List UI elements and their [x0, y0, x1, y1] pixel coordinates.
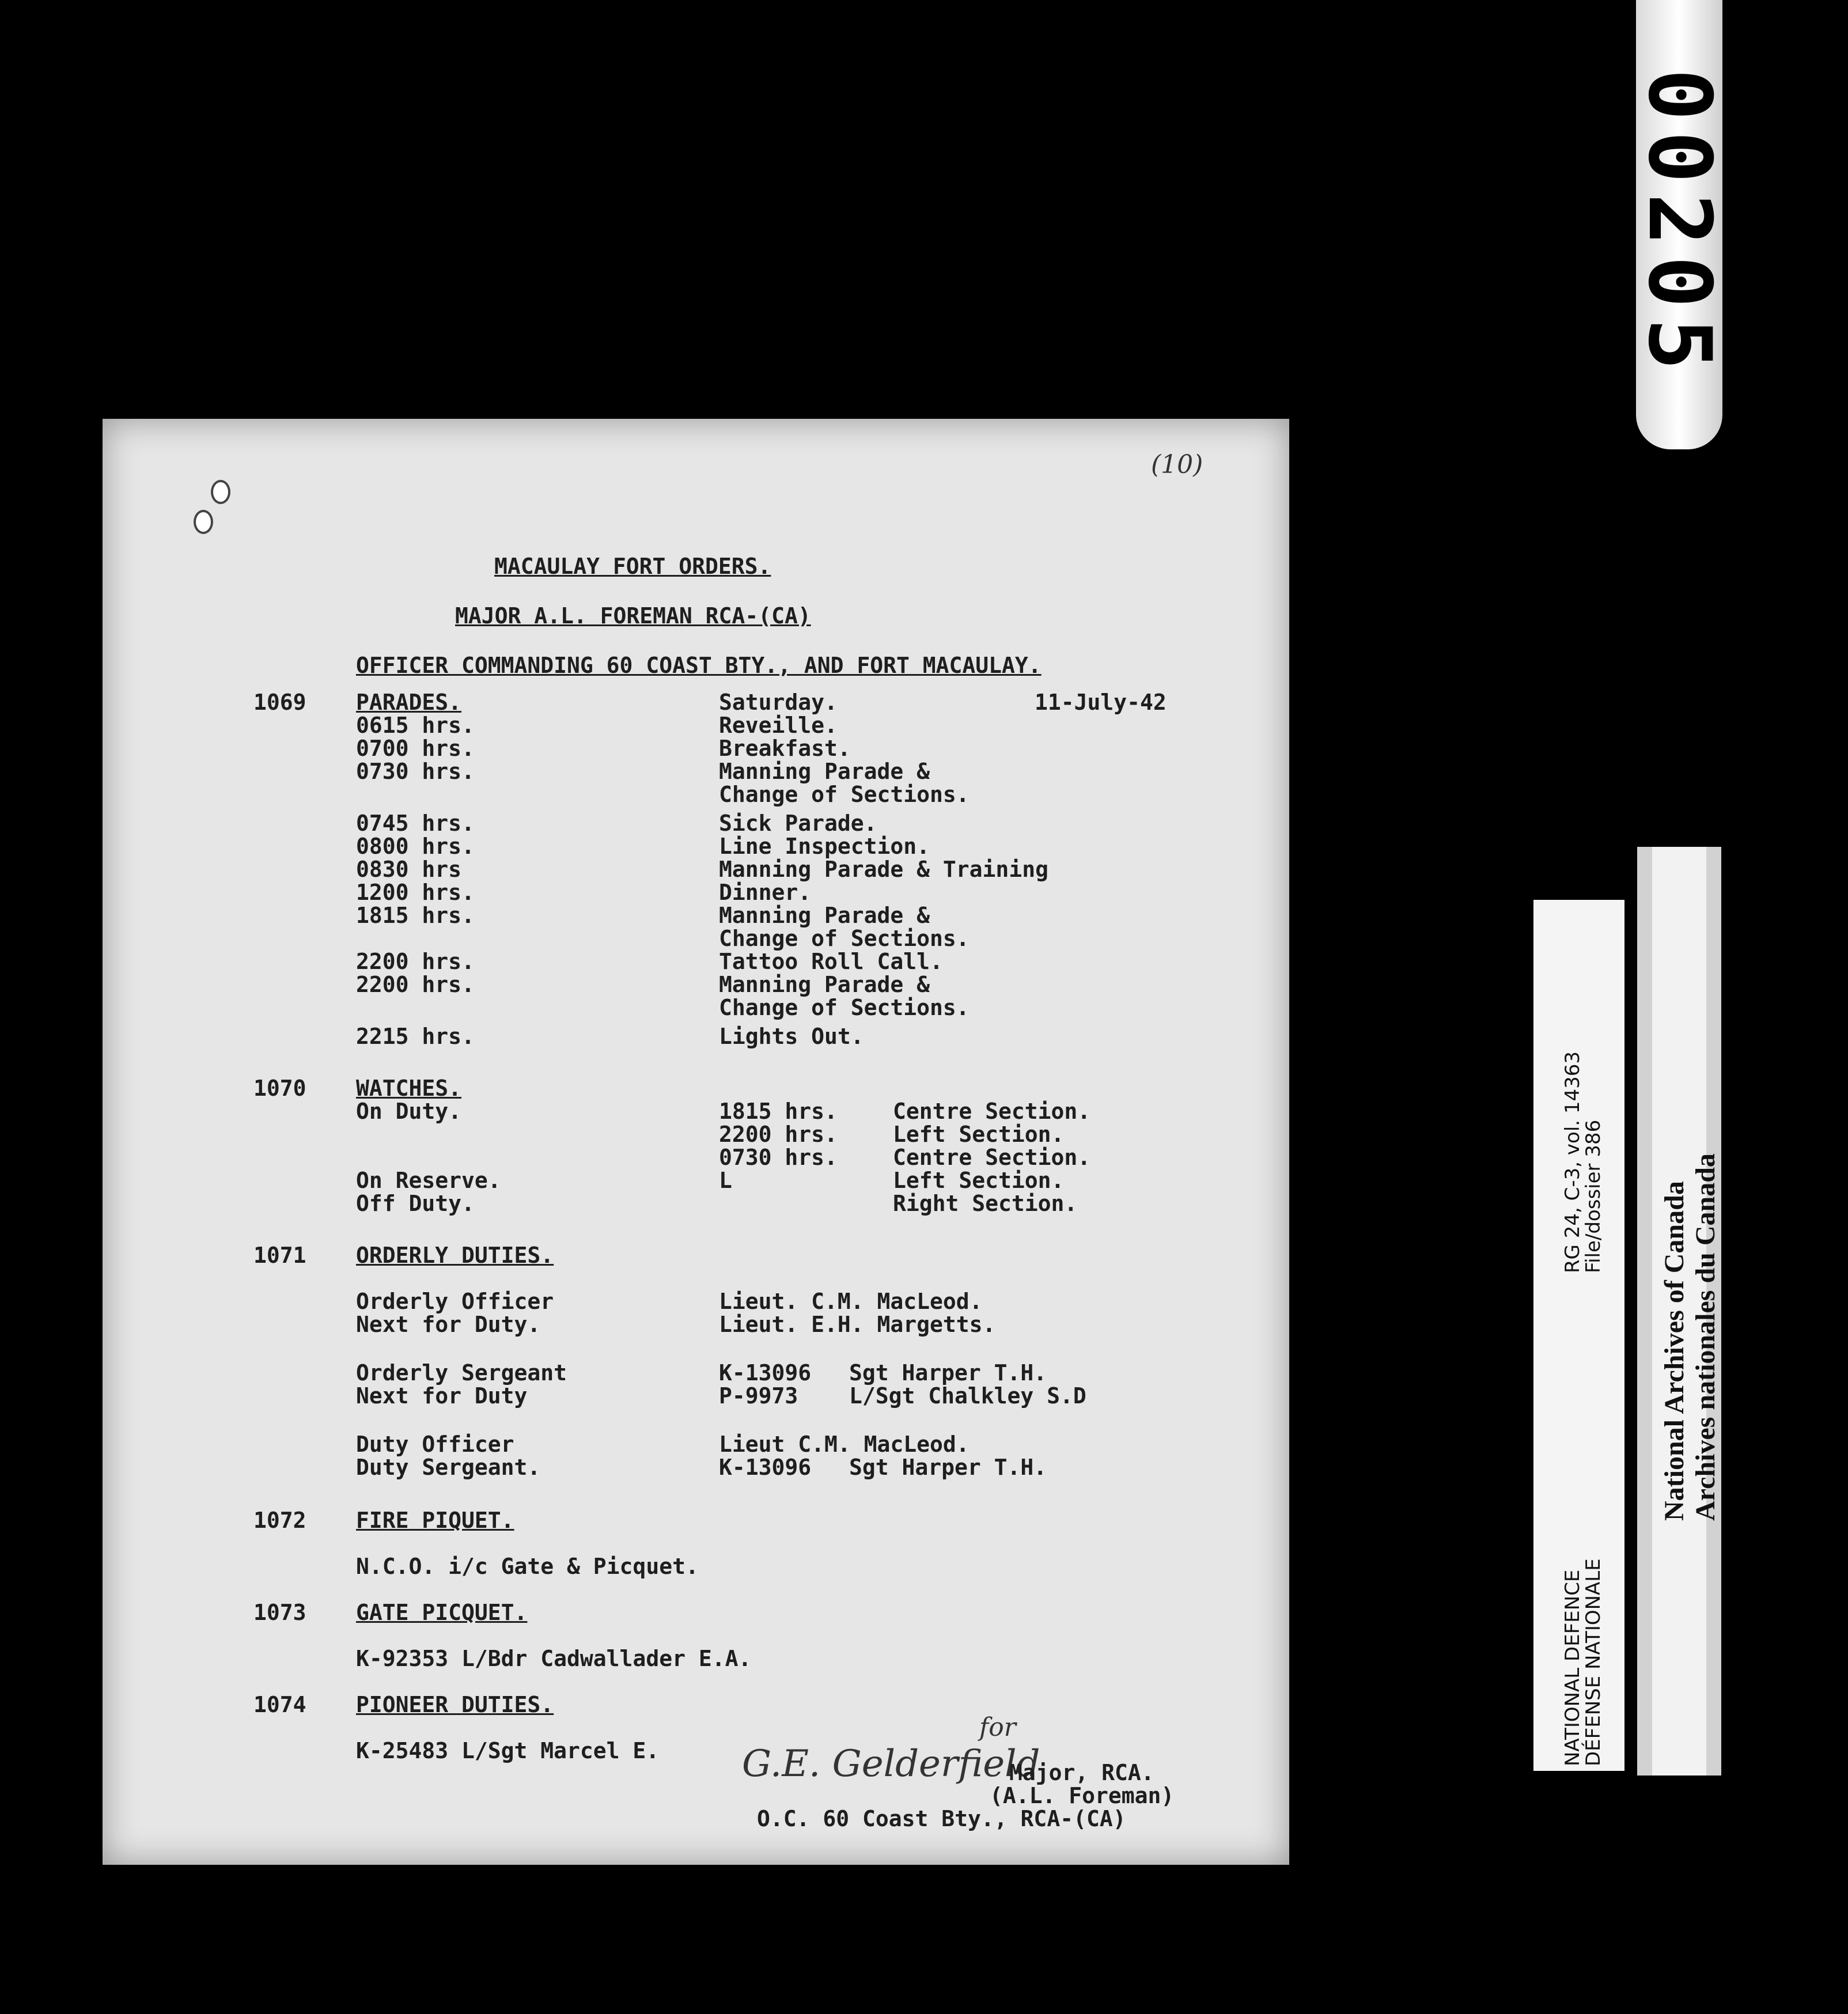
section-heading: WATCHES. — [356, 1076, 462, 1101]
archive-label-national-defence: NATIONAL DEFENCE DÉFENSE NATIONALE — [1561, 1558, 1605, 1766]
duty-name: Sgt Harper T.H. — [849, 1455, 1047, 1480]
watch-time: 1815 hrs. — [719, 1099, 838, 1124]
duty-role: Orderly Officer — [356, 1289, 554, 1314]
duty-role: Orderly Sergeant — [356, 1360, 567, 1385]
duty-service-number: P-9973 — [719, 1383, 798, 1409]
watch-time: 2200 hrs. — [719, 1122, 838, 1147]
parade-time: 2200 hrs. — [356, 949, 475, 974]
parade-time: 0615 hrs. — [356, 713, 475, 738]
duty-name: Lieut. E.H. Margetts. — [719, 1312, 996, 1337]
punch-hole — [211, 480, 230, 504]
document-subtitle: MAJOR A.L. FOREMAN RCA-(CA) — [455, 603, 811, 629]
section-number: 1069 — [253, 690, 306, 715]
parade-time: 1200 hrs. — [356, 880, 475, 905]
section-number: 1071 — [253, 1243, 306, 1268]
parade-time: 0800 hrs. — [356, 834, 475, 859]
parade-day: Saturday. — [719, 690, 838, 715]
parade-item: Manning Parade & — [719, 759, 930, 784]
signature-title: O.C. 60 Coast Bty., RCA-(CA) — [757, 1806, 1126, 1831]
document-page — [103, 419, 1289, 1865]
duty-service-number: K-13096 — [719, 1360, 812, 1385]
duty-name: Lieut. C.M. MacLeod. — [719, 1289, 983, 1314]
section-heading: GATE PICQUET. — [356, 1600, 528, 1625]
duty-role: Duty Officer — [356, 1432, 514, 1457]
frame-number: 00205 — [1629, 69, 1729, 381]
document-subtitle: OFFICER COMMANDING 60 COAST BTY., AND FORT MACAULAY. — [356, 653, 1042, 678]
watch-status: On Reserve. — [356, 1168, 501, 1193]
duty-role: Next for Duty. — [356, 1312, 541, 1337]
watch-section: Left Section. — [893, 1168, 1065, 1193]
section-number: 1073 — [253, 1600, 306, 1625]
duty-service-number: K-13096 — [719, 1455, 812, 1480]
parade-item: Manning Parade & — [719, 972, 930, 997]
duty-name: Sgt Harper T.H. — [849, 1360, 1047, 1385]
parade-time: 2215 hrs. — [356, 1024, 475, 1049]
page-number: (10) — [1151, 450, 1203, 479]
fire-piquet-line: N.C.O. i/c Gate & Picquet. — [356, 1554, 699, 1579]
section-heading: PARADES. — [356, 690, 462, 715]
parade-item: Change of Sections. — [719, 782, 970, 807]
parade-time: 0830 hrs — [356, 857, 462, 882]
section-heading: ORDERLY DUTIES. — [356, 1243, 554, 1268]
watch-section: Right Section. — [893, 1191, 1078, 1216]
signature-rank: Major, RCA. — [1009, 1760, 1154, 1785]
parade-item: Breakfast. — [719, 736, 851, 761]
parade-item: Line Inspection. — [719, 834, 930, 859]
parade-time: 0700 hrs. — [356, 736, 475, 761]
watch-section: Centre Section. — [893, 1099, 1091, 1124]
duty-role: Duty Sergeant. — [356, 1455, 541, 1480]
parade-date: 11-July-42 — [1035, 690, 1167, 715]
parade-time: 0745 hrs. — [356, 811, 475, 836]
handwritten-signature: G.E. Gelderfield — [742, 1743, 1040, 1785]
parade-item: Change of Sections. — [719, 995, 970, 1020]
watch-status: Off Duty. — [356, 1191, 475, 1216]
parade-time: 2200 hrs. — [356, 972, 475, 997]
section-heading: PIONEER DUTIES. — [356, 1692, 554, 1717]
watch-section: Left Section. — [893, 1122, 1065, 1147]
parade-item: Manning Parade & Training — [719, 857, 1048, 882]
parade-item: Reveille. — [719, 713, 838, 738]
parade-item: Change of Sections. — [719, 926, 970, 951]
parade-item: Manning Parade & — [719, 903, 930, 928]
parade-time: 1815 hrs. — [356, 903, 475, 928]
duty-name: Lieut C.M. MacLeod. — [719, 1432, 970, 1457]
parade-time: 0730 hrs. — [356, 759, 475, 784]
duty-role: Next for Duty — [356, 1383, 528, 1409]
duty-name: L/Sgt Chalkley S.D — [849, 1383, 1086, 1409]
watch-time: L — [719, 1168, 732, 1193]
archive-label-nac: National Archives of Canada Archives nationales du Canada — [1659, 1153, 1721, 1521]
watch-time: 0730 hrs. — [719, 1145, 838, 1170]
parade-item: Sick Parade. — [719, 811, 877, 836]
parade-item: Dinner. — [719, 880, 812, 905]
pioneer-duties-line: K-25483 L/Sgt Marcel E. — [356, 1738, 660, 1763]
section-heading: FIRE PIQUET. — [356, 1508, 514, 1533]
document-title: MACAULAY FORT ORDERS. — [494, 554, 771, 579]
signature-name: (A.L. Foreman) — [990, 1783, 1175, 1808]
section-number: 1072 — [253, 1508, 306, 1533]
parade-item: Tattoo Roll Call. — [719, 949, 943, 974]
archive-label-reference: RG 24, C-3, vol. 14363 File/dossier 386 — [1561, 1051, 1605, 1273]
section-number: 1070 — [253, 1076, 306, 1101]
parade-item: Lights Out. — [719, 1024, 864, 1049]
signature-for: for — [979, 1713, 1016, 1742]
punch-hole — [194, 510, 213, 534]
watch-status: On Duty. — [356, 1099, 462, 1124]
section-number: 1074 — [253, 1692, 306, 1717]
gate-picquet-line: K-92353 L/Bdr Cadwallader E.A. — [356, 1646, 752, 1671]
watch-section: Centre Section. — [893, 1145, 1091, 1170]
frame-counter-strip — [1629, 0, 1729, 449]
